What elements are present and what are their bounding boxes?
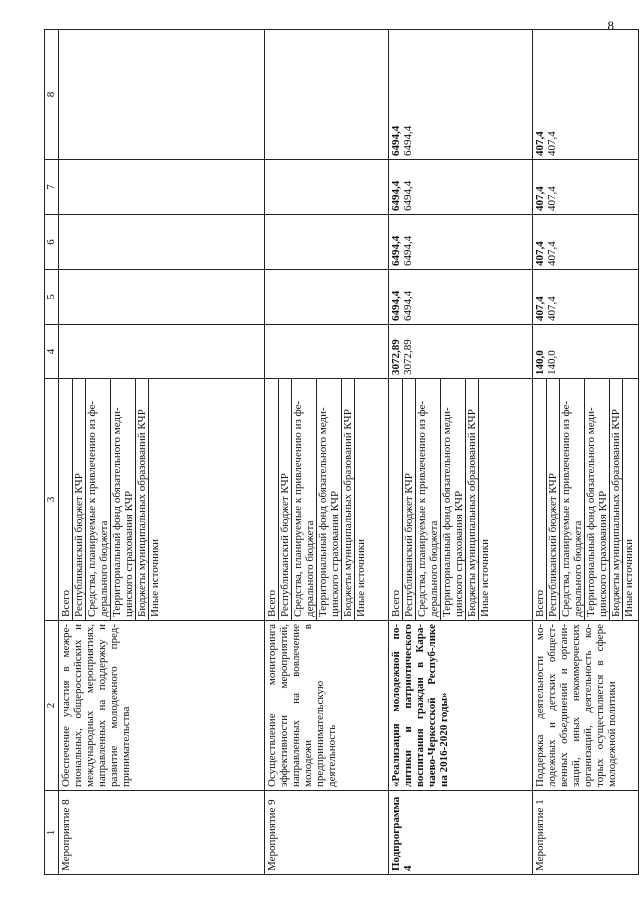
value-cell-col6 — [389, 215, 533, 270]
funding-source: Средства, планируемые к привлечению из фе-дерального бюджета — [416, 379, 441, 620]
funding-source: Республиканский бюджет КЧР — [279, 379, 292, 620]
value: 3072,89 — [402, 339, 414, 375]
funding-source: Республиканский бюджет КЧР — [73, 379, 86, 620]
column-number: 7 — [45, 160, 59, 215]
value: 6494,4 — [402, 290, 414, 321]
value-cell-col8 — [533, 30, 639, 160]
budget-table — [44, 29, 639, 875]
row-description: Поддержка деятельности мо-лодежных и детских общест-венных объединений и органи-заций, иных некоммерческих организаций, деятельность ко-торых осуществляется в сфере молодежной политики — [533, 621, 639, 791]
row-name: Мероприятие 8 — [59, 791, 265, 875]
value-cell-col8 — [265, 30, 389, 160]
value-cell-col6 — [59, 215, 265, 270]
column-number: 1 — [45, 791, 59, 875]
value-cell-col8 — [59, 30, 265, 160]
value-cell-col7 — [533, 160, 639, 215]
value-cell-col5 — [59, 270, 265, 325]
funding-sources — [389, 379, 533, 621]
row-description: Обеспечение участия в межре-гиональных, общероссийских и международных мероприятиях, направленных на поддержку и развитие молодежного пред-принимательства — [59, 621, 265, 791]
row-name: Подпрограмма 4 — [389, 791, 533, 875]
funding-sources — [59, 379, 265, 621]
row-description: «Реализация молодежной по-литики и патриотического воспитания граждан в Кара-чаево-Черкесской Респуб-лике на 2016-2020 годы» — [389, 621, 533, 791]
value-cell-col5 — [389, 270, 533, 325]
funding-source: Территориальный фонд обязательного меди-цинского страхования КЧР — [585, 379, 610, 620]
table-row — [533, 30, 639, 875]
rotated-page — [44, 30, 635, 875]
value: 6494,4 — [390, 180, 402, 211]
column-number: 8 — [45, 30, 59, 160]
table-row — [59, 30, 265, 875]
table-row — [265, 30, 389, 875]
value: 407,4 — [546, 241, 558, 266]
value: 407,4 — [546, 186, 558, 211]
value: 407,4 — [534, 131, 546, 156]
funding-source: Территориальный фонд обязательного меди-цинского страхования КЧР — [111, 379, 136, 620]
funding-source: Всего — [390, 379, 403, 620]
value: 407,4 — [534, 241, 546, 266]
value-cell-col8 — [389, 30, 533, 160]
funding-source: Средства, планируемые к привлечению из фе-дерального бюджета — [560, 379, 585, 620]
value: 6494,4 — [390, 235, 402, 266]
funding-source: Иные источники — [479, 538, 491, 617]
funding-source: Территориальный фонд обязательного меди-цинского страхования КЧР — [317, 379, 342, 620]
funding-source: Бюджеты муниципальных образований КЧР — [342, 379, 355, 620]
value-cell-col7 — [265, 160, 389, 215]
column-number-row — [45, 30, 59, 875]
table-body — [45, 30, 639, 875]
funding-source: Иные источники — [149, 538, 161, 617]
funding-sources — [265, 379, 389, 621]
funding-source: Бюджеты муниципальных образований КЧР — [466, 379, 479, 620]
funding-source: Всего — [60, 379, 73, 620]
value: 407,4 — [546, 296, 558, 321]
funding-source: Средства, планируемые к привлечению из фе-дерального бюджета — [292, 379, 317, 620]
funding-sources — [533, 379, 639, 621]
value-cell-col5 — [533, 270, 639, 325]
row-name: Мероприятие 9 — [265, 791, 389, 875]
funding-source: Территориальный фонд обязательного меди-цинского страхования КЧР — [441, 379, 466, 620]
value-cell-col6 — [265, 215, 389, 270]
value-cell-col7 — [389, 160, 533, 215]
page-number: 8 — [607, 18, 614, 33]
row-name: Мероприятие 1 — [533, 791, 639, 875]
value-cell-col4 — [265, 325, 389, 379]
funding-source: Всего — [534, 379, 547, 620]
value: 3072,89 — [390, 339, 402, 375]
column-number: 6 — [45, 215, 59, 270]
funding-source: Средства, планируемые к привлечению из фе-дерального бюджета — [86, 379, 111, 620]
column-number: 4 — [45, 325, 59, 379]
row-description: Осуществление мониторинга эффективности мероприятий, направленных на вовлечение молодежи в предпринимательскую деятельность — [265, 621, 389, 791]
value-cell-col4 — [533, 325, 639, 379]
value-cell-col4 — [389, 325, 533, 379]
value-cell-col4 — [59, 325, 265, 379]
value: 407,4 — [546, 131, 558, 156]
funding-source: Иные источники — [355, 538, 367, 617]
value-cell-col7 — [59, 160, 265, 215]
value: 6494,4 — [402, 180, 414, 211]
column-number: 2 — [45, 621, 59, 791]
value-cell-col5 — [265, 270, 389, 325]
funding-source: Республиканский бюджет КЧР — [547, 379, 560, 620]
column-number: 3 — [45, 379, 59, 621]
funding-source: Бюджеты муниципальных образований КЧР — [610, 379, 623, 620]
value: 6494,4 — [402, 235, 414, 266]
value: 407,4 — [534, 186, 546, 211]
funding-source: Иные источники — [623, 538, 635, 617]
value-cell-col6 — [533, 215, 639, 270]
funding-source: Республиканский бюджет КЧР — [403, 379, 416, 620]
value: 140,0 — [534, 350, 546, 375]
value: 140,0 — [546, 350, 558, 375]
column-number: 5 — [45, 270, 59, 325]
funding-source: Бюджеты муниципальных образований КЧР — [136, 379, 149, 620]
table-row — [389, 30, 533, 875]
value: 6494,4 — [390, 125, 402, 156]
funding-source: Всего — [266, 379, 279, 620]
value: 407,4 — [534, 296, 546, 321]
value: 6494,4 — [390, 290, 402, 321]
value: 6494,4 — [402, 125, 414, 156]
